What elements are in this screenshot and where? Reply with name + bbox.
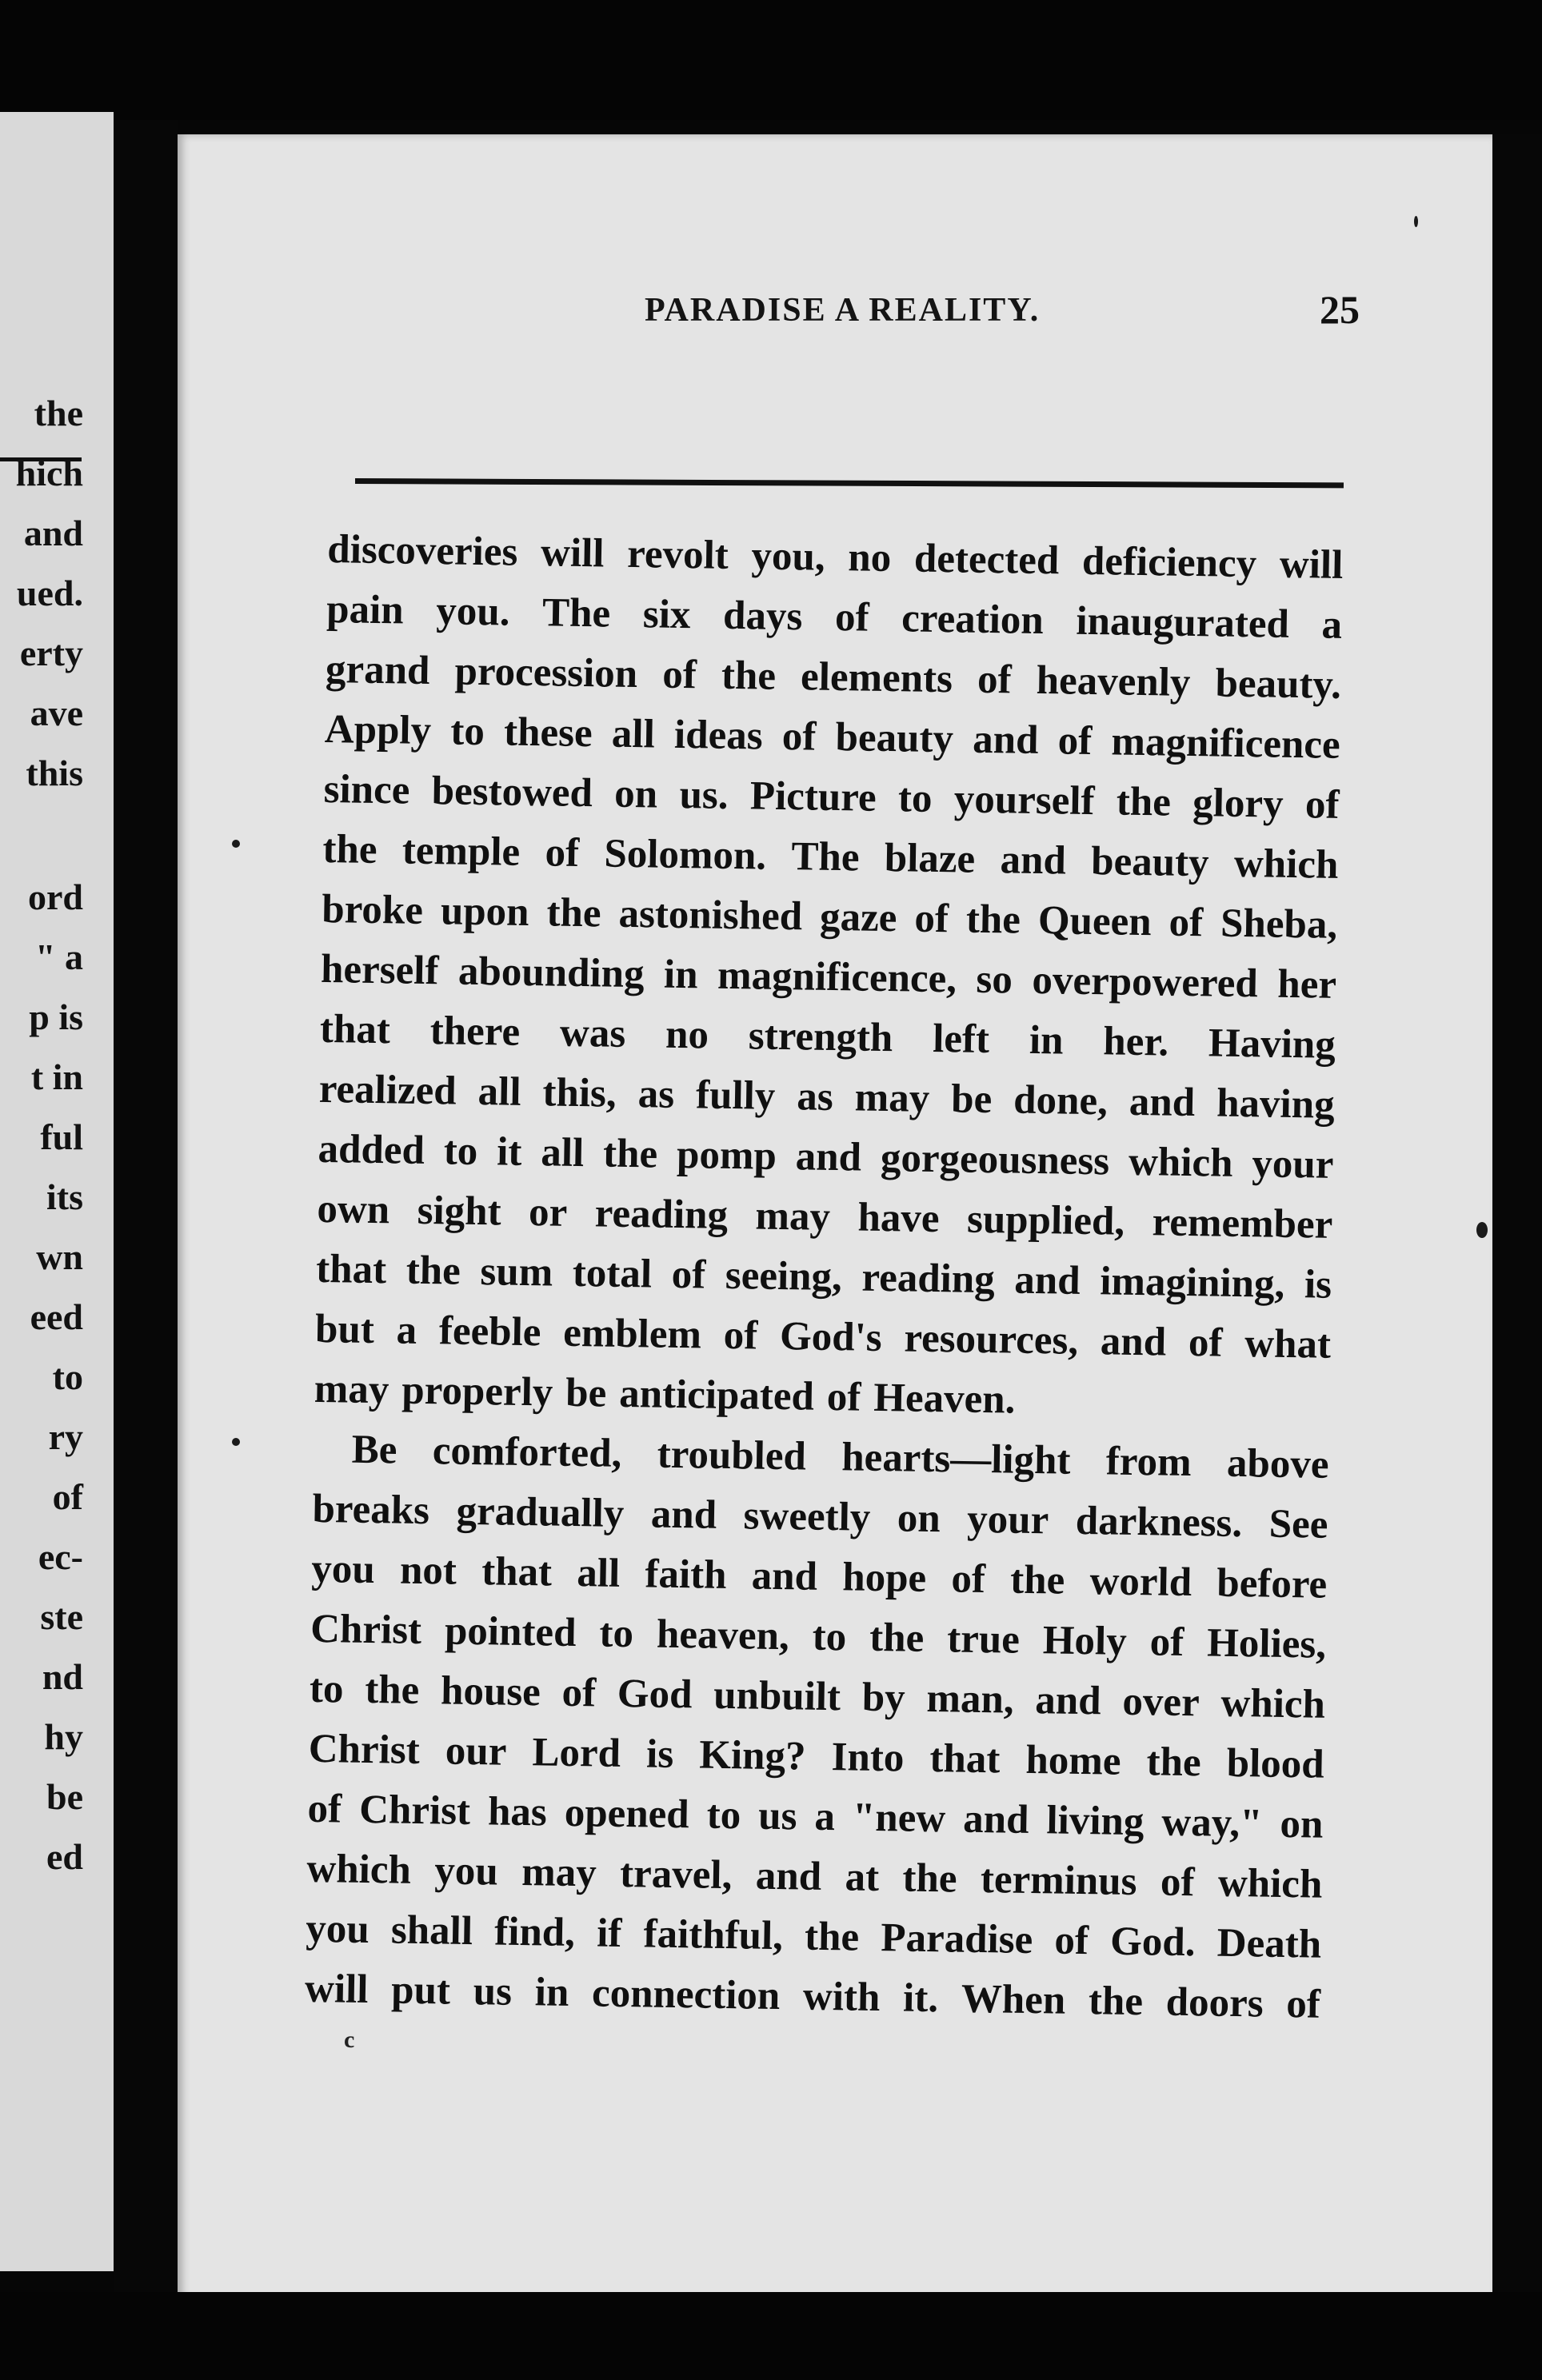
word: of <box>1304 782 1340 828</box>
word: troubled <box>657 1432 807 1480</box>
word: no <box>847 535 892 581</box>
word: or <box>528 1190 568 1236</box>
word: if <box>596 1911 622 1956</box>
word: man, <box>926 1675 1015 1723</box>
word: Solomon. <box>604 831 767 879</box>
word: above <box>1226 1440 1329 1488</box>
word: of <box>1149 1619 1184 1665</box>
word: Paradise <box>880 1915 1033 1963</box>
word: of <box>826 1374 861 1420</box>
word: the <box>405 1248 461 1294</box>
word: God. <box>1109 1919 1196 1966</box>
word: Holy <box>1042 1618 1128 1664</box>
word: living <box>1046 1798 1145 1845</box>
word: Picture <box>749 773 877 821</box>
word: may <box>854 1075 930 1121</box>
word: beauty <box>1090 839 1210 886</box>
word: Death <box>1216 1920 1322 1967</box>
word: to <box>897 776 933 821</box>
word: your <box>966 1496 1049 1543</box>
word: gorgeousness <box>880 1135 1110 1184</box>
word: that <box>481 1549 553 1595</box>
word: the <box>804 1914 860 1960</box>
facing-page-word: its <box>46 1176 83 1217</box>
word: to <box>309 1666 344 1712</box>
word: and <box>1000 837 1067 884</box>
facing-page-word: and <box>23 513 83 553</box>
word: which <box>1217 1860 1323 1907</box>
word: sum <box>480 1249 553 1296</box>
word: and <box>1013 1257 1081 1304</box>
word: Christ <box>310 1606 422 1654</box>
word: from <box>1105 1439 1192 1486</box>
word: may <box>521 1850 597 1896</box>
word: connection <box>591 1971 781 2019</box>
word: the <box>546 890 601 936</box>
word: so <box>976 956 1013 1003</box>
word: beauty <box>835 715 954 762</box>
word: you. <box>435 589 510 635</box>
word: glory <box>1192 781 1284 827</box>
word: sight <box>417 1188 501 1235</box>
word: us <box>473 1969 513 2015</box>
word: since <box>323 766 410 813</box>
word: of <box>914 896 949 942</box>
word: of <box>1188 1320 1223 1366</box>
word: of <box>661 652 697 698</box>
word: Having <box>1208 1020 1336 1068</box>
word: a <box>814 1794 836 1840</box>
word: faith <box>645 1551 727 1598</box>
word: before <box>1216 1560 1328 1607</box>
word: our <box>445 1728 507 1775</box>
word: all <box>477 1069 521 1115</box>
word: supplied, <box>966 1196 1125 1244</box>
word: may <box>755 1193 831 1240</box>
word: all <box>576 1551 621 1596</box>
word: but <box>314 1306 375 1353</box>
word: herself <box>320 946 439 994</box>
word: to <box>812 1614 847 1660</box>
word: over <box>1122 1679 1200 1726</box>
word: pain <box>326 586 405 633</box>
word: sweetly <box>743 1493 871 1540</box>
word: having <box>1216 1080 1336 1128</box>
word: will <box>304 1966 369 2013</box>
facing-page-word: ste <box>40 1596 83 1637</box>
word: you, <box>751 533 826 580</box>
word: six <box>642 592 691 638</box>
word: inaugurated <box>1076 598 1290 647</box>
scan-speck <box>1476 1222 1488 1238</box>
word: that <box>319 1006 391 1053</box>
facing-page-word: hich <box>15 453 83 493</box>
word: be <box>565 1370 607 1416</box>
word: Sheba, <box>1220 900 1338 948</box>
word: revolt <box>626 531 729 578</box>
word: as <box>796 1074 834 1120</box>
word: Christ <box>358 1787 471 1834</box>
word: shall <box>390 1907 473 1955</box>
word: comforted, <box>432 1428 622 1476</box>
word: darkness. <box>1075 1498 1243 1547</box>
word: in <box>1029 1017 1064 1064</box>
word: feeble <box>438 1308 541 1356</box>
word: your <box>1251 1141 1334 1188</box>
word: is <box>645 1731 674 1777</box>
word: as <box>637 1072 675 1117</box>
scan-speck <box>232 840 240 848</box>
word: See <box>1268 1501 1328 1547</box>
word: reading <box>594 1191 729 1238</box>
scan-top-border <box>0 0 1542 120</box>
word: upon <box>440 889 529 936</box>
word: Lord <box>532 1730 621 1776</box>
word: at <box>845 1855 880 1901</box>
facing-page-word: this <box>26 753 83 793</box>
word: the <box>721 653 777 699</box>
word: hope <box>841 1555 927 1601</box>
word: the <box>1088 1979 1144 2025</box>
word: will <box>540 530 605 577</box>
facing-page-word: ry <box>48 1416 83 1457</box>
word: of <box>1160 1859 1195 1906</box>
word: way," <box>1160 1799 1263 1847</box>
word: that <box>315 1246 387 1293</box>
word: you <box>433 1848 499 1895</box>
word: Heaven. <box>873 1375 1016 1423</box>
word: yourself <box>953 777 1095 825</box>
word: done, <box>1013 1077 1109 1124</box>
word: of <box>561 1670 597 1716</box>
word: of <box>781 713 817 760</box>
word: seeing, <box>725 1252 843 1300</box>
word: God's <box>779 1314 883 1361</box>
word: true <box>946 1616 1021 1663</box>
word: not <box>399 1547 457 1594</box>
word: which <box>1128 1139 1233 1186</box>
word: left <box>932 1016 990 1063</box>
word: broke <box>321 886 424 933</box>
word: magnificence <box>1111 719 1341 768</box>
word: gradually <box>456 1488 625 1536</box>
word: total <box>572 1250 653 1297</box>
page-header <box>462 287 1360 347</box>
word: grand <box>325 646 430 694</box>
word: and <box>1129 1079 1196 1126</box>
word: of <box>1168 900 1204 946</box>
word: heaven, <box>656 1611 790 1659</box>
word: beauty. <box>1215 661 1342 708</box>
word: overpowered <box>1032 957 1259 1007</box>
word: and <box>650 1491 717 1538</box>
word: the <box>1116 779 1172 825</box>
word: all <box>540 1130 585 1176</box>
word: these <box>503 709 593 757</box>
word: us <box>757 1793 797 1839</box>
word: with <box>802 1974 881 2021</box>
word: ideas <box>673 712 764 759</box>
word: her. <box>1102 1019 1169 1065</box>
facing-page-word: of <box>52 1476 83 1517</box>
scan-right-border <box>1492 134 1542 2300</box>
word: travel, <box>619 1851 733 1899</box>
word: to <box>449 709 485 755</box>
word: opened <box>564 1790 690 1838</box>
facing-page-word: t in <box>30 1056 83 1097</box>
word: that <box>929 1736 1001 1783</box>
facing-page-word: ed <box>46 1836 83 1877</box>
word: will <box>1279 541 1344 588</box>
running-head: PARADISE A REALITY. <box>645 292 1041 329</box>
word: blaze <box>884 835 976 882</box>
word: put <box>390 1967 451 2014</box>
word: creation <box>901 596 1045 644</box>
word: When <box>961 1976 1066 2023</box>
word: of <box>951 1556 986 1603</box>
word: breaks <box>312 1486 430 1534</box>
facing-page-word: ued. <box>16 573 83 613</box>
word: "new <box>852 1795 946 1842</box>
word: resources, <box>904 1316 1079 1364</box>
word: abounding <box>457 948 645 997</box>
word: God <box>617 1671 693 1718</box>
word: bestowed <box>431 769 593 817</box>
word: deficiency <box>1081 538 1257 587</box>
word: astonished <box>618 891 803 940</box>
word: The <box>791 834 860 881</box>
scan-bottom-border <box>0 2292 1542 2380</box>
word: of <box>977 657 1013 703</box>
word: was <box>559 1010 626 1056</box>
word: doors <box>1165 1979 1264 2027</box>
word: hearts—light <box>841 1435 1071 1484</box>
word: the <box>322 826 378 873</box>
word: Christ <box>308 1726 421 1773</box>
word: the <box>364 1667 420 1713</box>
word: in <box>663 952 699 998</box>
facing-page-word: eed <box>30 1296 83 1337</box>
word: which <box>306 1846 412 1893</box>
word: fully <box>695 1072 776 1119</box>
word: the <box>902 1855 957 1902</box>
word: and <box>755 1853 822 1899</box>
word: it <box>496 1129 522 1175</box>
word: which <box>1220 1680 1326 1727</box>
word: no <box>665 1012 709 1058</box>
facing-page-word: " a <box>34 936 83 977</box>
word: it. <box>902 1975 939 2022</box>
word: pointed <box>444 1608 577 1656</box>
word: properly <box>401 1368 553 1416</box>
facing-page-word: be <box>46 1776 83 1817</box>
word: faithful, <box>643 1911 784 1959</box>
word: on <box>613 771 658 817</box>
word: The <box>541 590 611 637</box>
word: the <box>1146 1739 1202 1786</box>
word: and <box>795 1134 862 1180</box>
facing-page-word: p is <box>29 996 83 1037</box>
word: days <box>722 593 803 640</box>
word: and <box>972 717 1039 763</box>
word: of <box>1285 1982 1321 2027</box>
facing-page-word: wn <box>36 1236 83 1277</box>
word: elements <box>800 654 953 702</box>
word: a <box>1321 602 1343 648</box>
word: home <box>1025 1737 1121 1784</box>
word: of <box>1057 718 1093 765</box>
word: there <box>429 1008 521 1055</box>
word: Holies, <box>1206 1620 1327 1667</box>
facing-page-word: hy <box>44 1716 83 1757</box>
word: of <box>834 594 869 641</box>
facing-page-word: ord <box>28 877 83 917</box>
word: you <box>305 1906 370 1953</box>
facing-page-word: ec- <box>38 1536 83 1577</box>
word: and <box>962 1796 1029 1843</box>
word: the <box>602 1131 658 1177</box>
word: Be <box>351 1427 397 1473</box>
word: of <box>1054 1918 1089 1964</box>
word: blood <box>1226 1740 1325 1787</box>
word: be <box>950 1076 993 1123</box>
word: Apply <box>324 706 432 754</box>
word: have <box>857 1195 940 1242</box>
word: this, <box>542 1070 617 1116</box>
word: world <box>1089 1559 1192 1606</box>
word: imagining, <box>1099 1259 1285 1307</box>
facing-page-word: ave <box>30 693 83 733</box>
word: a <box>396 1308 417 1353</box>
page-number: 25 <box>1320 287 1360 332</box>
word: gaze <box>819 894 897 941</box>
word: emblem <box>562 1310 702 1358</box>
word: Queen <box>1037 898 1153 945</box>
word: the <box>1009 1557 1065 1603</box>
word: in <box>534 1970 569 2015</box>
word: and <box>1100 1319 1167 1365</box>
word: has <box>487 1789 548 1835</box>
word: King? <box>698 1732 806 1779</box>
word: of <box>545 830 580 876</box>
word: to <box>706 1792 741 1839</box>
word: remember <box>1152 1200 1333 1248</box>
word: pomp <box>676 1132 777 1179</box>
body-text <box>305 520 1344 2035</box>
word: realized <box>318 1066 457 1114</box>
word: strength <box>748 1013 893 1061</box>
word: discoveries <box>326 526 518 575</box>
word: of <box>671 1252 706 1298</box>
word: by <box>861 1675 906 1721</box>
word: detected <box>913 536 1060 584</box>
word: find, <box>493 1909 576 1956</box>
word: which <box>1233 841 1339 888</box>
scan-speck <box>1414 216 1418 227</box>
word: and <box>751 1553 818 1599</box>
word: may <box>314 1366 389 1413</box>
word: heavenly <box>1036 657 1191 705</box>
word: added <box>318 1126 425 1173</box>
word: of <box>723 1312 758 1359</box>
word: the <box>965 896 1021 943</box>
word: her <box>1276 961 1337 1008</box>
word: of <box>307 1786 342 1832</box>
facing-page-fragment <box>0 112 114 2271</box>
word: Into <box>831 1735 905 1781</box>
word: house <box>440 1668 541 1715</box>
facing-page-word: ful <box>40 1116 83 1157</box>
facing-page-word: to <box>52 1356 83 1397</box>
word: on <box>1280 1801 1324 1847</box>
word: magnificence, <box>717 952 957 1002</box>
word: to <box>443 1128 478 1175</box>
word: procession <box>454 649 638 697</box>
word: is <box>1304 1262 1332 1308</box>
word: what <box>1244 1321 1332 1368</box>
word: all <box>611 711 656 757</box>
word: anticipated <box>618 1371 815 1420</box>
word: own <box>317 1186 390 1233</box>
book-gutter <box>114 120 178 2300</box>
word: the <box>869 1615 925 1661</box>
scan-speck <box>232 1438 240 1446</box>
word: terminus <box>980 1857 1137 1905</box>
word: and <box>1034 1678 1102 1724</box>
signature-mark: c <box>344 2027 355 2053</box>
word: temple <box>401 828 521 875</box>
word: to <box>599 1611 634 1657</box>
word: unbuilt <box>713 1672 841 1720</box>
word: us. <box>679 772 729 818</box>
word: you <box>310 1546 376 1593</box>
word: reading <box>861 1255 996 1303</box>
word: on <box>897 1495 941 1542</box>
facing-page-word: the <box>34 393 83 433</box>
facing-page-word: erty <box>19 633 83 673</box>
facing-page-word: nd <box>42 1656 83 1697</box>
